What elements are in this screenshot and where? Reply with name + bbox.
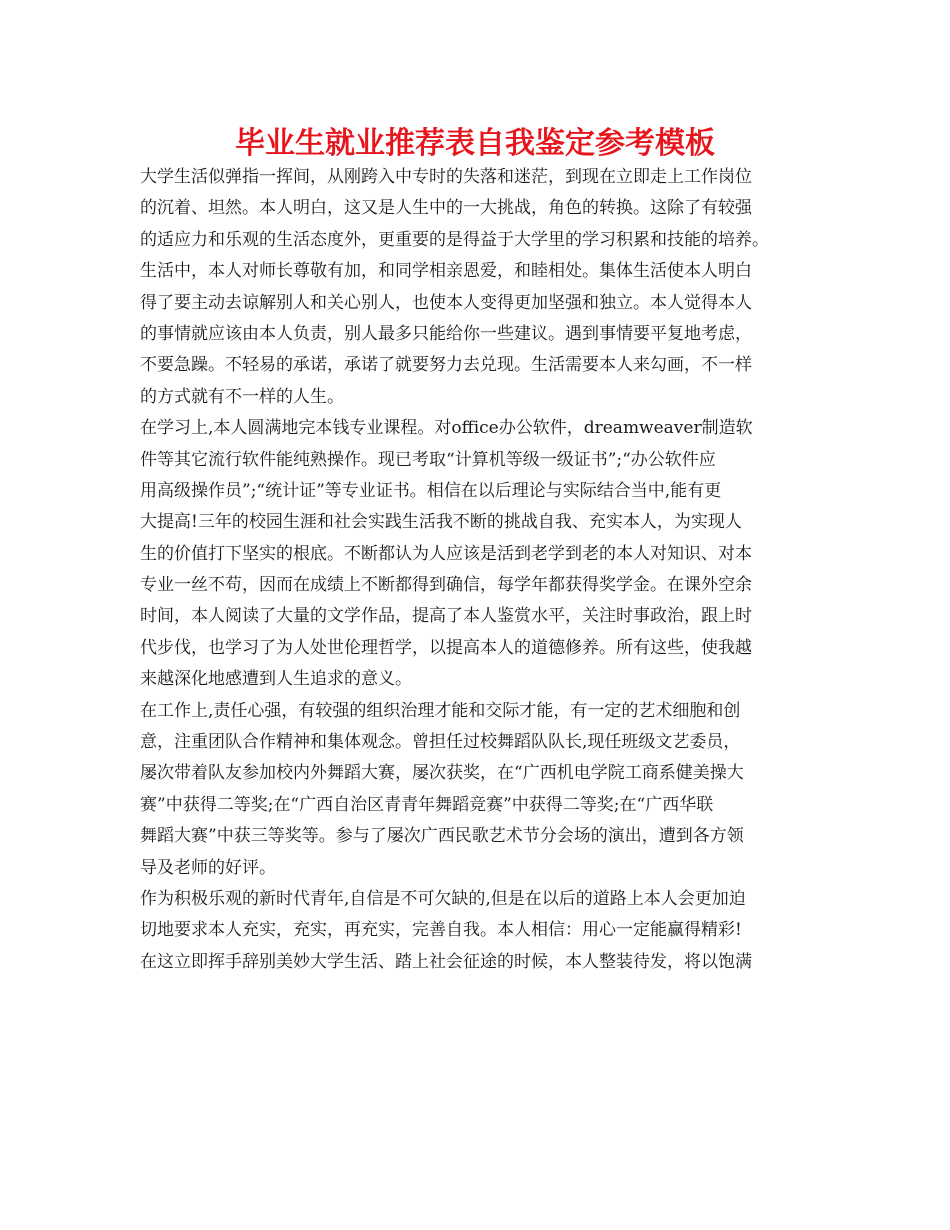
- text-line: 件等其它流行软件能纯熟操作。现已考取“计算机等级一级证书”;“办公软件应: [140, 449, 716, 470]
- text-line: 时间，本人阅读了大量的文学作品，提高了本人鉴赏水平，关注时事政治，跟上时: [140, 606, 752, 627]
- text-line: 切地要求本人充实，充实，再充实，完善自我。本人相信：用心一定能赢得精彩!: [140, 920, 742, 941]
- text-line: 生的价值打下坚实的根底。不断都认为人应该是活到老学到老的本人对知识、对本: [140, 543, 752, 564]
- text-line: 生活中，本人对师长尊敬有加，和同学相亲恩爱，和睦相处。集体生活使本人明白: [140, 261, 752, 282]
- text-line: 舞蹈大赛”中获三等奖等。参与了屡次广西民歌艺术节分会场的演出，遭到各方领: [140, 826, 744, 847]
- document-body: [140, 162, 820, 978]
- text-line: 屡次带着队友参加校内外舞蹈大赛，屡次获奖，在“广西机电学院工商系健美操大: [140, 763, 744, 784]
- text-line: 在这立即挥手辞别美妙大学生活、踏上社会征途的时候，本人整装待发，将以饱满: [140, 951, 752, 972]
- text-line: 来越深化地感遭到人生追求的意义。: [140, 669, 412, 690]
- text-line: 大学生活似弹指一挥间，从刚跨入中专时的失落和迷茫，到现在立即走上工作岗位: [140, 167, 752, 187]
- text-line: 意，注重团队合作精神和集体观念。曾担任过校舞蹈队队长,现任班级文艺委员，: [140, 732, 741, 753]
- text-line: 代步伐，也学习了为人处世伦理哲学，以提高本人的道德修养。所有这些，使我越: [140, 637, 752, 658]
- text-line: 的适应力和乐观的生活态度外，更重要的是得益于大学里的学习积累和技能的培养。: [140, 229, 769, 250]
- text-line: 得了要主动去谅解别人和关心别人，也使本人变得更加坚强和独立。本人觉得本人: [140, 292, 752, 313]
- text-line: 的方式就有不一样的人生。: [140, 386, 344, 407]
- document-title: 毕业生就业推荐表自我鉴定参考模板: [235, 126, 715, 161]
- text-line: 在工作上,责任心强，有较强的组织治理才能和交际才能，有一定的艺术细胞和创: [140, 700, 741, 721]
- text-line: 专业一丝不苟，因而在成绩上不断都得到确信，每学年都获得奖学金。在课外空余: [140, 575, 752, 596]
- text-line: 赛”中获得二等奖;在“广西自治区青青年舞蹈竞赛”中获得二等奖;在“广西华联: [140, 794, 714, 815]
- text-line: 的事情就应该由本人负责，别人最多只能给你一些建议。遇到事情要平复地考虑，: [140, 323, 752, 344]
- text-line: 大提高!三年的校园生涯和社会实践生活我不断的挑战自我、充实本人，为实现人: [140, 512, 742, 533]
- text-line: 导及老师的好评。: [140, 857, 276, 878]
- text-line: 不要急躁。不轻易的承诺，承诺了就要努力去兑现。生活需要本人来勾画，不一样: [140, 355, 752, 376]
- text-line: 用高级操作员”;“统计证”等专业证书。相信在以后理论与实际结合当中,能有更: [140, 480, 722, 501]
- text-line: 在学习上,本人圆满地完本钱专业课程。对office办公软件，dreamweaver制造软: [140, 418, 753, 439]
- text-line: 作为积极乐观的新时代青年,自信是不可欠缺的,但是在以后的道路上本人会更加迫: [140, 888, 746, 909]
- text-line: 的沉着、坦然。本人明白，这又是人生中的一大挑战，角色的转换。这除了有较强: [140, 198, 752, 219]
